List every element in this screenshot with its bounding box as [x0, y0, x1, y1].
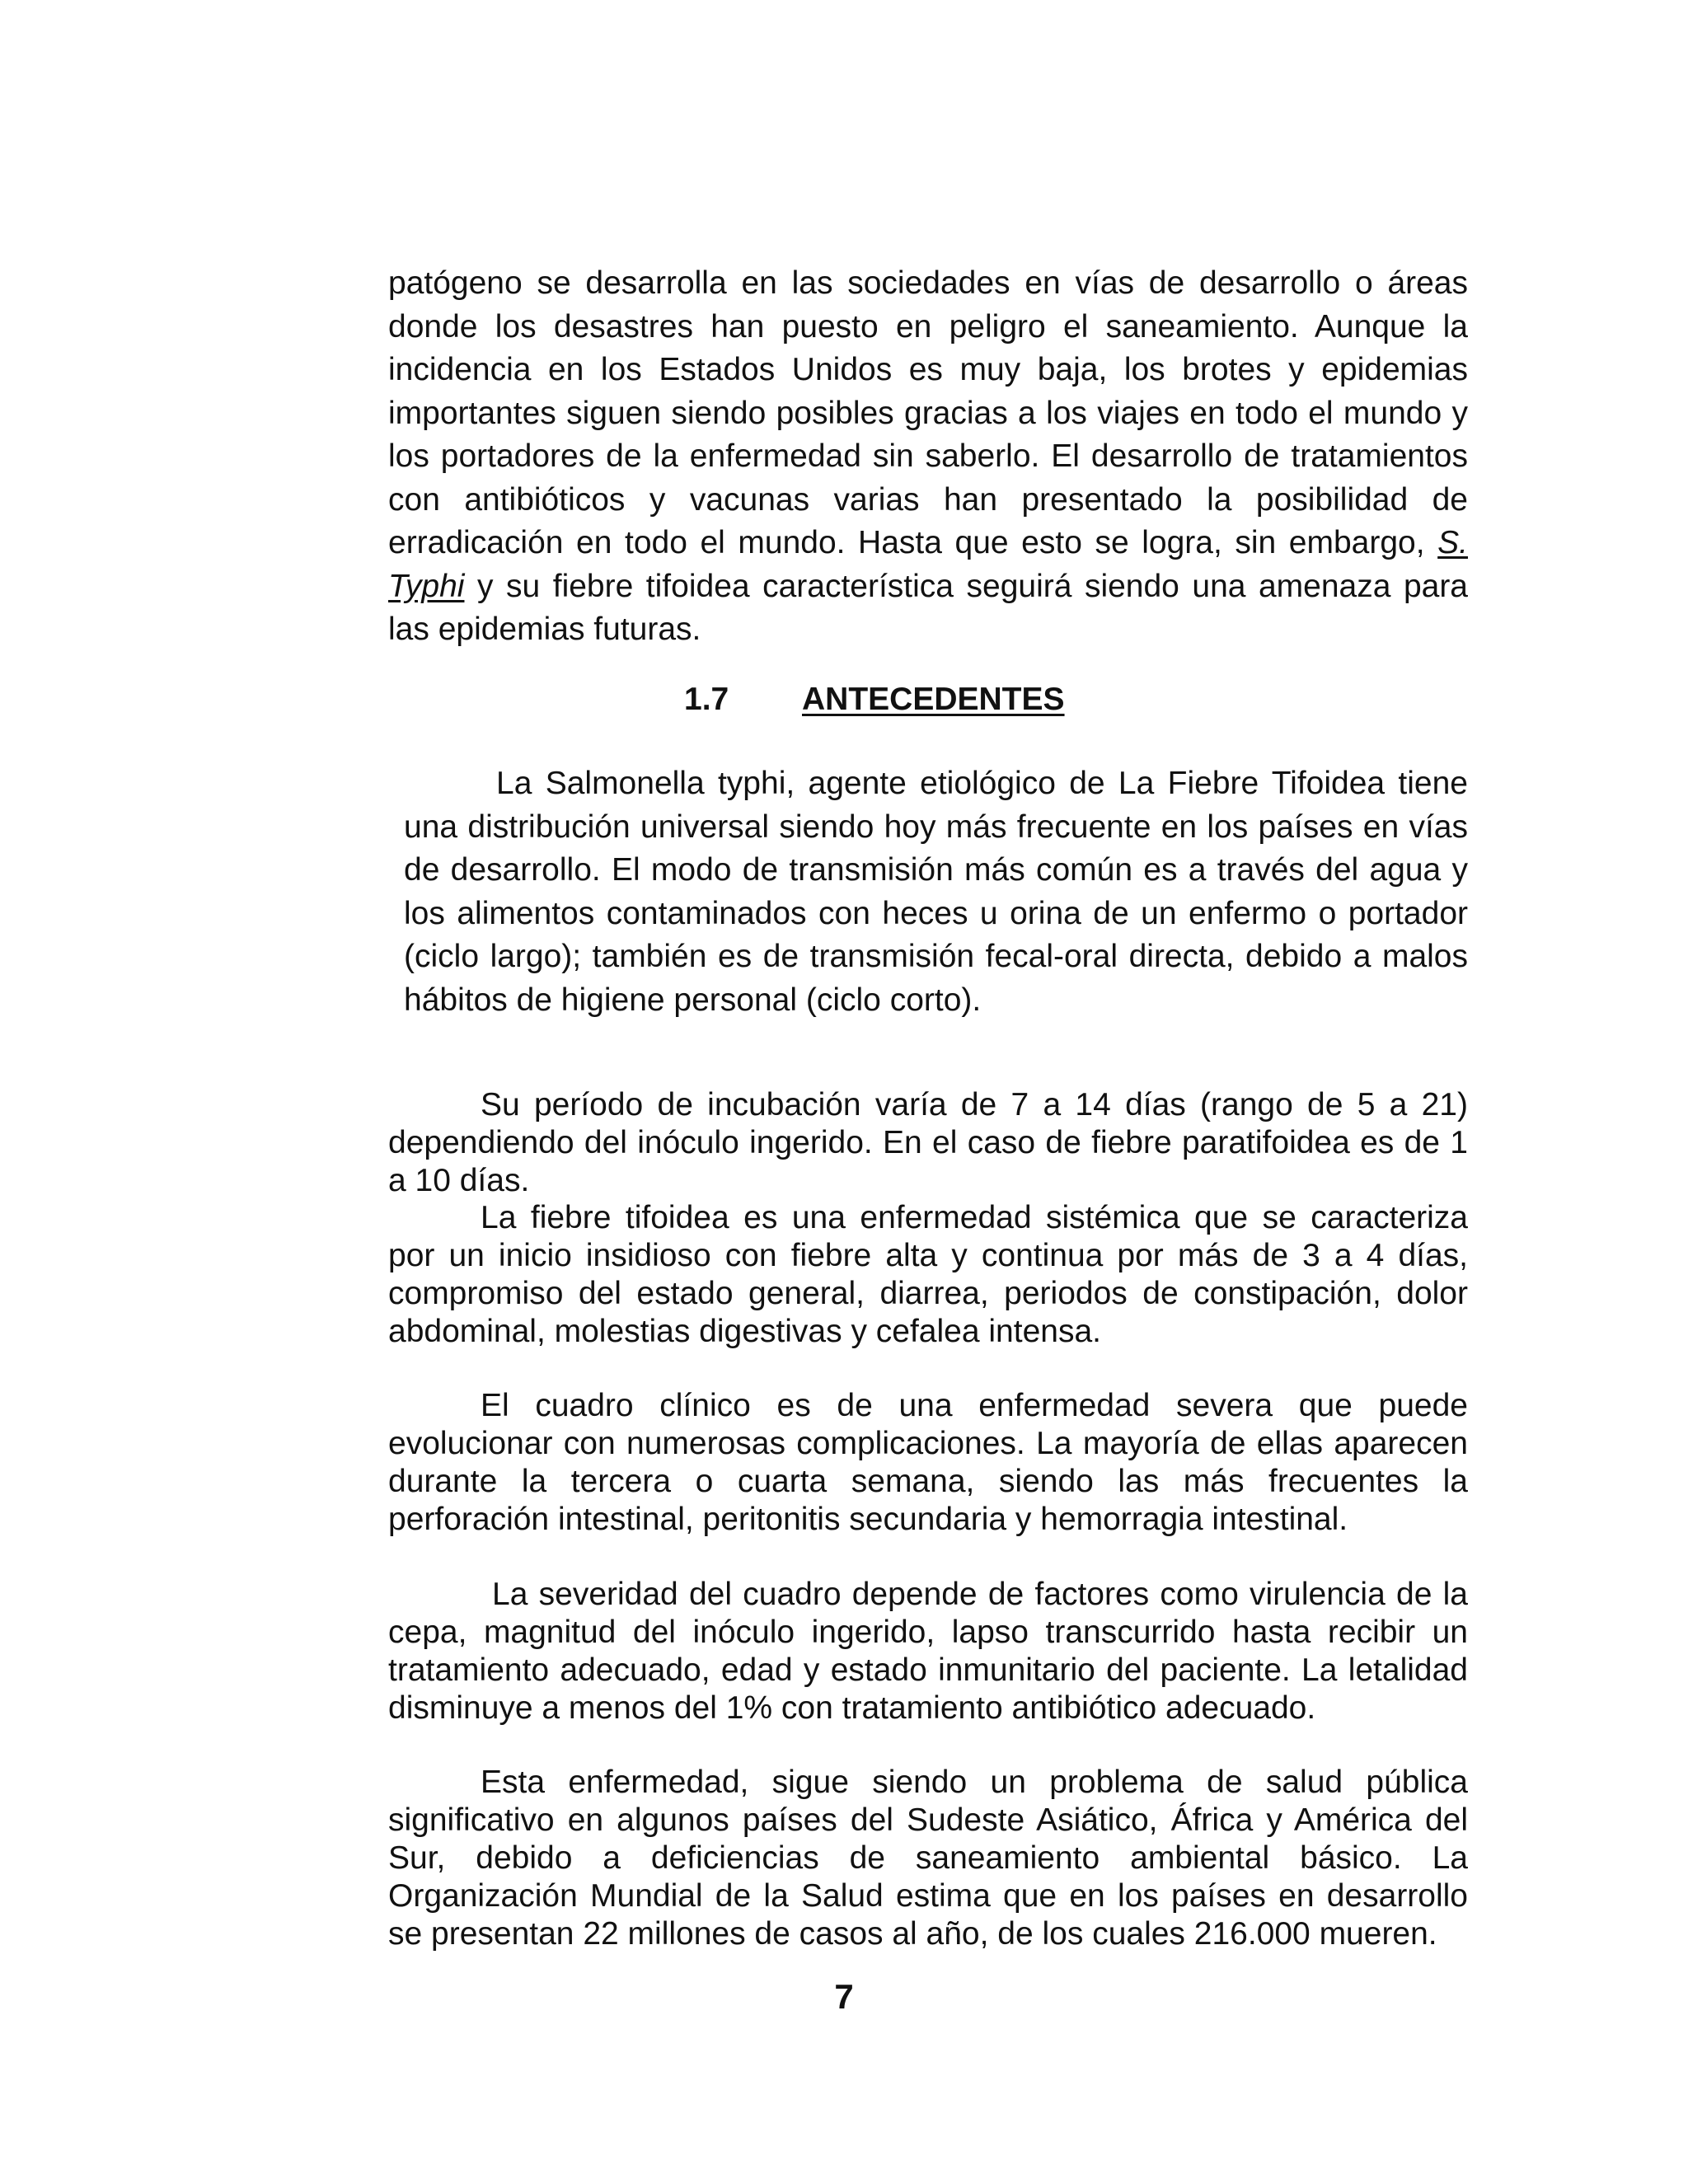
paragraph-typhoid-threat — [388, 262, 1468, 652]
s-typhi-term: S. Typhi — [388, 525, 1468, 604]
paragraph-severity-factors — [388, 1576, 1468, 1727]
paragraph-6-text: La severidad del cuadro depende de factores como virulencia de la cepa, magnitud del inóculo ingerido, lapso transcurrido hasta recibir un tratamiento adecuado, edad y estado inmunitario del paciente. La letalidad disminuye a menos del 1% con tratamiento antibiótico adecuado. — [388, 1577, 1468, 1726]
section-title: ANTECEDENTES — [802, 682, 1065, 717]
paragraph-clinical-picture — [388, 1387, 1468, 1539]
section-heading — [684, 678, 1065, 721]
section-number: 1.7 — [684, 682, 729, 717]
paragraph-5-text: El cuadro clínico es de una enfermedad severa que puede evolucionar con numerosas complicaciones. La mayoría de ellas aparecen durante la tercera o cuarta semana, siendo las más frecuentes la perforación intestinal, peritonitis secundaria y hemorragia intestinal. — [388, 1388, 1468, 1537]
page-number: 7 — [834, 1977, 854, 2016]
paragraph-3-text: Su período de incubación varía de 7 a 14 días (rango de 5 a 21) dependiendo del inóculo ingerido. En el caso de fiebre paratifoidea es de 1 a 10 días. — [388, 1087, 1468, 1198]
paragraph-2-text: La Salmonella typhi, agente etiológico de La Fiebre Tifoidea tiene una distribución universal siendo hoy más frecuente en los países en vías de desarrollo. El modo de transmisión más común es a través del agua y los alimentos contaminados con heces u orina de un enfermo o portador (ciclo largo); también es de transmisión fecal-oral directa, debido a malos hábitos de higiene personal (ciclo corto). — [404, 766, 1468, 1018]
paragraph-salmonella-distribution — [404, 762, 1468, 1022]
paragraph-systemic-disease — [388, 1199, 1468, 1351]
paragraph-1-text-end: y su fiebre tifoidea característica seguirá siendo una amenaza para las epidemias futuras. — [388, 568, 1468, 647]
paragraph-1-text-start: patógeno se desarrolla en las sociedades en vías de desarrollo o áreas donde los desastres han puesto en peligro el saneamiento. Aunque la incidencia en los Estados Unidos es muy baja, los brotes y epidemias importantes siguen siendo posibles gracias a los viajes en todo el mundo y los portadores de la enfermedad sin saberlo. El desarrollo de tratamientos con antibióticos y vacunas varias han presentado la posibilidad de erradicación en todo el mundo. Hasta que esto se logra, sin embargo, — [388, 265, 1468, 560]
paragraph-7-text: Esta enfermedad, sigue siendo un problema de salud pública significativo en algunos países del Sudeste Asiático, África y América del Sur, debido a deficiencias de saneamiento ambiental básico. La Organización Mundial de la Salud estima que en los países en desarrollo se presentan 22 millones de casos al año, de los cuales 216.000 mueren. — [388, 1765, 1468, 1952]
paragraph-incubation-period — [388, 1086, 1468, 1200]
paragraph-4-text: La fiebre tifoidea es una enfermedad sistémica que se caracteriza por un inicio insidioso con fiebre alta y continua por más de 3 a 4 días, compromiso del estado general, diarrea, periodos de constipación, dolor abdominal, molestias digestivas y cefalea intensa. — [388, 1200, 1468, 1349]
paragraph-public-health — [388, 1764, 1468, 1953]
